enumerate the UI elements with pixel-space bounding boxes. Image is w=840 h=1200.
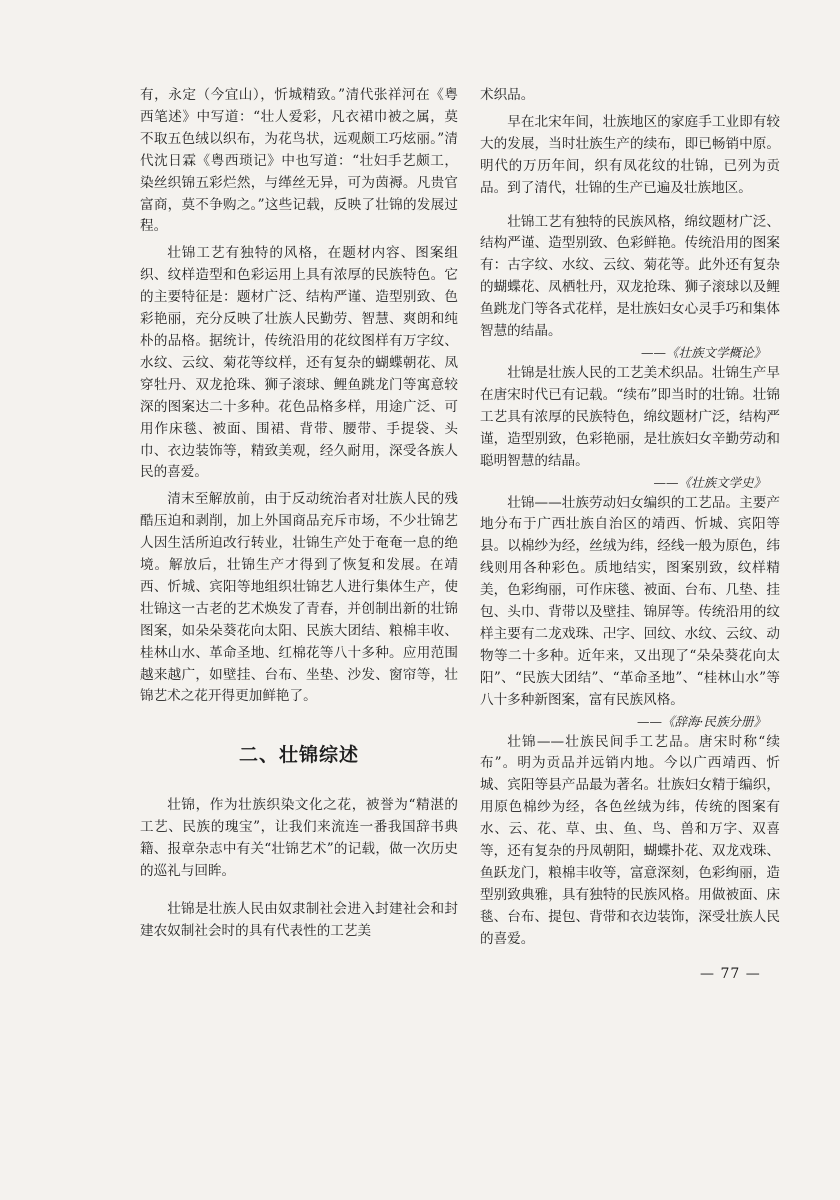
paragraph: 壮锦工艺有独特的风格，在题材内容、图案组织、纹样造型和色彩运用上具有浓厚的民族特色。它的主要特征是：题材广泛、结构严谨、造型别致、色彩艳丽，充分反映了壮族人民勤劳、智慧、爽朗和纯朴的品格。据统计，传统沿用的花纹图样有万字纹、水纹、云纹、菊花等纹样，还有复杂的蝴蝶朝花、凤穿牡丹、双龙抢珠、狮子滚球、鲤鱼跳龙门等寓意较深的图案达二十多种。花色品格多样，用途广泛、可用作床毯、被面、围裙、背带、腰带、手提袋、头巾、衣边装饰等，精致美观，经久耐用，深受各族人民的喜爱。 [140,245,458,481]
page-number: — 77 — [700,966,761,982]
source-citation: ——《壮族文学史》 [653,474,766,490]
paragraph: 壮锦——壮族民间手工艺品。唐宋时称“续布”。明为贡品并远销内地。今以广西靖西、忻城、宾阳等县产品最为著名。壮族妇女精于编织，用原色棉纱为经，各色丝绒为纬，传统的图案有水、云、花、草、虫、鱼、鸟、兽和万字、双喜等，还有复杂的丹凤朝阳，蝴蝶扑花、双龙戏珠、鱼跃龙门，粮棉丰收等，富意深刻，色彩绚丽，造型别致典雅，具有独特的民族风格。用做被面、床毯、台布、提包、背带和衣边装饰，深受壮族人民的喜爱。 [480,733,780,947]
left-column [140,85,458,943]
right-column [480,85,780,951]
paragraph: 有，永定（今宜山），忻城精致。”清代张祥河在《粤西笔述》中写道：“壮人爱彩，凡衣裙巾被之属，莫不取五色绒以织布，为花鸟状，远观颇工巧炫丽。”清代沈日霖《粤西琐记》中也写道：“壮妇手艺颇工，染丝织锦五彩烂然，与缂丝无异，可为茵褥。凡贵官富商，莫不争购之。”这些记载，反映了壮锦的发展过程。 [140,87,458,235]
source-citation: ——《壮族文学概论》 [640,344,766,360]
paragraph: 术织品。 [480,87,535,103]
paragraph: 壮锦——壮族劳动妇女编织的工艺品。主要产地分布于广西壮族自治区的靖西、忻城、宾阳等县。以棉纱为经，丝绒为纬，经线一般为原色，纬线则用各种彩色。质地结实，图案别致，纹样精美，色彩绚丽，可作床毯、被面、台布、几垫、挂包、头巾、背带以及壁挂、锦屏等。传统沿用的纹样主要有二龙戏珠、卍字、回纹、水纹、云纹、动物等二十多种。近年来，又出现了“朵朵葵花向太阳”、“民族大团结”、“革命圣地”、“桂林山水”等八十多种新图案，富有民族风格。 [480,494,780,708]
paragraph: 壮锦是壮族人民的工艺美术织品。壮锦生产早在唐宋时代已有记载。“续布”即当时的壮锦。壮锦工艺具有浓厚的民族特色，绵纹题材广泛，结构严谨，造型别致，色彩艳丽，是壮族妇女辛勤劳动和聪明智慧的结晶。 [480,364,780,469]
paragraph: 壮锦工艺有独特的民族风格，绵纹题材广泛、结构严谨、造型别致、色彩鲜艳。传统沿用的图案有：古字纹、水纹、云纹、菊花等。此外还有复杂的蝴蝶花、凤栖牡丹，双龙抢珠、狮子滚球以及鲤鱼跳龙门等各式花样，是壮族妇女心灵手巧和集体智慧的结晶。 [480,213,780,340]
paragraph: 清末至解放前，由于反动统治者对壮族人民的残酷压迫和剥削，加上外国商品充斥市场，不少壮锦艺人因生活所迫改行转业，壮锦生产处于奄奄一息的绝境。解放后，壮锦生产才得到了恢复和发展。在靖西、忻城、宾阳等地组织壮锦艺人进行集体生产，使壮锦这一古老的艺术焕发了青春，并创制出新的壮锦图案，如朵朵葵花向太阳、民族大团结、粮棉丰收、桂林山水、革命圣地、红棉花等八十多种。应用范围越来越广，如壁挂、台布、坐垫、沙发、窗帘等，壮锦艺术之花开得更加鲜艳了。 [140,491,458,705]
section-heading: 二、壮锦综述 [238,744,359,767]
source-citation: ——《辞海·民族分册》 [637,713,766,729]
paragraph: 壮锦，作为壮族织染文化之花，被誉为“精湛的工艺、民族的瑰宝”，让我们来流连一番我国辞书典籍、报章杂志中有关“壮锦艺术”的记载，做一次历史的巡礼与回眸。 [140,797,458,880]
paragraph: 早在北宋年间，壮族地区的家庭手工业即有较大的发展，当时壮族生产的续布，即已畅销中原。明代的万历年间，织有凤花纹的壮锦，已列为贡品。到了清代，壮锦的生产已遍及壮族地区。 [480,113,780,196]
paragraph: 壮锦是壮族人民由奴隶制社会进入封建社会和封建农奴制社会时的具有代表性的工艺美 [140,901,458,939]
